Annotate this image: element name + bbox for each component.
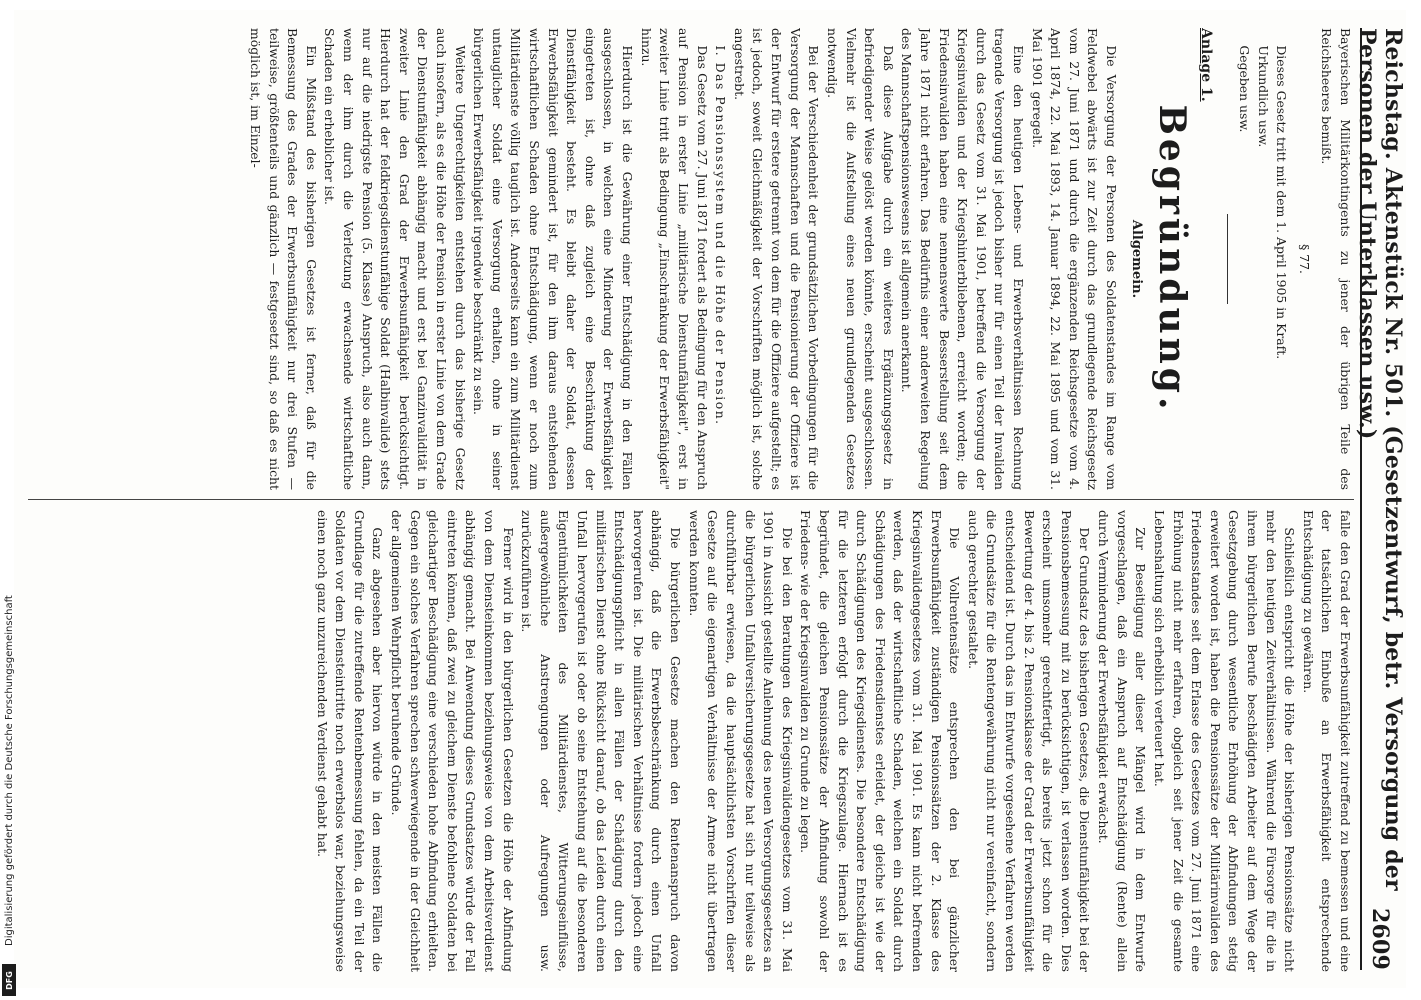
- section-subtitle: Allgemein.: [1128, 219, 1144, 299]
- paragraph: Hierdurch ist die Gewährung einer Entschädigung in den Fällen ausgeschlossen, in welchen eine Minderung der Erwerbsfähigkeit eingetreten ist, ohne daß zugleich eine Beschränkung der Dienstfähigkeit besteht. Es bleibt daher der Soldat, dessen Erwerbsfähigkeit gemindert ist, für den ihm daraus entstehenden wirtschaftlichen Schaden ohne Entschädigung, wenn er noch zum Militärdienste völlig tauglich ist. Anderseits kann ein zum Militärdienst untauglicher Soldat eine Versorgung erhalten, ohne in seiner bürgerlichen Erwerbsfähigkeit irgendwie beschränkt zu sein.: [471, 28, 636, 490]
- paragraph: Daß diese Aufgabe durch ein weiteres Ergänzungsgesetz in befriedigender Weise gelöst werden könnte, erscheint ausgeschlossen. Vielmehr ist die Aufstellung eines neuen grundlegenden Gesetzes notwendig.: [824, 28, 896, 490]
- paragraph: Die bürgerlichen Gesetze machen den Rentenanspruch davon abhängig, daß die Erwerbsbeschränkung durch einen Unfall hervorgerufen ist. Die militärischen Verhältnisse fordern jedoch eine Entschädigungspflicht in allen Fällen der Schädigung durch den militärischen Dienst ohne Rücksicht darauf, ob das Leiden durch einen Unfall hervorgerufen ist oder ob seine Entstehung auf die besonderen Eigentümlichkeiten des Militärdienstes, Witterungseinflüsse, außergewöhnliche Anstrengungen oder Aufregungen usw. zurückzuführen ist.: [519, 510, 684, 972]
- paragraph: Die bei den Beratungen des Kriegsinvalidengesetzes vom 31. Mai 1901 in Aussicht gestellte Anlehnung des neuen Versorgungsgesetzes an die bürgerlichen Unfallversicherungsgesetze hat sich nur teilweise als durchführbar erwiesen, da die hauptsächlichsten Vorschriften dieser Gesetze auf die eigenartigen Verhältnisse der Armee nicht übertragen werden konnten.: [686, 510, 795, 972]
- paragraph: Urkundlich usw.: [1255, 45, 1271, 148]
- paragraph: Bayerischen Militärkontingents zu jener der übrigen Teile des Reichsheeres bemißt.: [1319, 28, 1353, 490]
- paragraph: Gegeben usw.: [1236, 45, 1252, 133]
- paragraph: Die Vollrentensätze entsprechen den bei gänzlicher Erwerbsunfähigkeit zuständigen Pensionssätzen der 2. Klasse des Kriegsinvalidengesetzes vom 31. Mai 1901. Es kann nicht befremden werden, daß der wirtschaftliche Schaden, welchen ein Soldat durch Schädigungen des Friedensdienstes erleidet, der gleiche ist wie der durch Schädigungen des Kriegsdienstes. Die besondere Entschädigung für die letzteren erfolgt durch die Kriegszulage. Hiernach ist es begründet, die gleichen Pensionssätze der Abfindung sowohl der Friedens- wie der Kriegsinvaliden zu Grunde zu legen.: [798, 510, 963, 972]
- divider-rule: [1227, 214, 1228, 304]
- paragraph: Weitere Ungerechtigkeiten entstehen durch das bisherige Gesetz auch insofern, als es die Höhe der Pension in erster Linie von dem Grade der Dienstunfähigkeit abhängig macht und erst bei Ganzinvalidität in zweiter Linie den Grad der Erwerbsunfähigkeit berücksichtigt. Hierdurch hat der feldkriegsdienstunfähige Soldat (Halbinvalide) stets nur auf die niedrigste Pension (5. Klasse) Anspruch, also auch dann, wenn der ihm durch die Verletzung erwachsende wirtschaftliche Schaden ein erheblicher ist.: [322, 28, 468, 490]
- column-divider: [28, 499, 1354, 500]
- section-number: § 77.: [1296, 244, 1312, 274]
- funding-credit: Digitalisierung gefördert durch die Deutsche Forschungsgemeinschaft: [4, 595, 15, 946]
- digitization-footer: [0, 0, 18, 1000]
- section-heading: I. Das Pensionssystem und die Höhe der Pension.: [713, 45, 729, 426]
- header-title: Reichstag. Aktenstück Nr. 501. (Gesetzentwurf, betr. Versorgung der Personen der Unterklassen usw.): [1354, 28, 1406, 891]
- paragraph: Ganz abgesehen aber hiervon würde in den meisten Fällen die Grundlage für die zutreffende Rentenbemessung fehlen, da ein Teil der Soldaten vor dem Diensteintritte noch erwerbslos war, beziehungsweise einen noch ganz unzureichenden Verdienst gehabt hat.: [314, 510, 386, 972]
- paragraph: Dieses Gesetz tritt mit dem 1. April 1905 in Kraft.: [1274, 45, 1290, 360]
- paragraph: Eine den heutigen Lebens- und Erwerbsverhältnissen Rechnung tragende Versorgung ist jedoch bisher nur für einen Teil der Invaliden durch das Gesetz vom 31. Mai 1901, betreffend die Versorgung der Kriegsinvaliden und der Kriegshinterbliebenen, erreicht worden; die Friedensinvaliden haben eine nennenswerte Besserstellung seit dem Jahre 1871 nicht erfahren. Das Bedürfnis einer anderweiten Regelung des Mannschaftspensionswesens ist allgemein anerkannt.: [899, 28, 1026, 490]
- paragraph: Der Grundsatz des bisherigen Gesetzes, die Dienstunfähigkeit bei der Pensionsbemessung mit zu berücksichtigen, ist verlassen worden. Dies erscheint umsomehr gerechtfertigt, als bereits jetzt schon für die Bewertung der 4. bis 2. Pensionsklasse der Grad der Erwerbsunfähigkeit entscheidend ist. Durch das im Entwurfe vorgesehene Verfahren werden die Grundsätze für die Rentengewährung nicht nur vereinfacht, sondern auch gerechter gestaltet.: [965, 510, 1093, 972]
- page-number: 2609: [1367, 907, 1393, 970]
- paragraph: Das Gesetz vom 27. Juni 1871 fordert als Bedingung für den Anspruch auf Pension in erster Linie „militärische Dienstunfähigkeit", erst in zweiter Linie tritt als Bedingung „Einschränkung der Erwerbsfähigkeit" hinzu.: [638, 28, 710, 490]
- paragraph: Zur Beseitigung aller dieser Mängel wird in dem Entwurfe vorgeschlagen, daß ein Anspruch auf Entschädigung (Rente) allein durch Verminderung der Erwerbsfähigkeit erwächst.: [1096, 510, 1149, 972]
- attachment-label: Anlage 1.: [1198, 28, 1215, 102]
- dfg-logo: DFG: [2, 964, 16, 996]
- paragraph: Ein Mißstand des bisherigen Gesetzes ist ferner, daß für die Bemessung des Grades der Erwerbsunfähigkeit nur drei Stufen — teilweise, größtenteils und gänzlich — festgesetzt sind, so daß es nicht möglich ist, im Einzel-: [248, 28, 319, 490]
- right-column: [24, 510, 1354, 972]
- paragraph: falle den Grad der Erwerbsunfähigkeit zutreffend zu bemessen und eine der tatsächlichen Einbuße an Erwerbsfähigkeit entsprechende Entschädigung zu gewähren.: [1300, 510, 1353, 972]
- paragraph: Bei der Verschiedenheit der grundsätzlichen Vorbedingungen für die Versorgung der Mannschaften und die Pensionierung der Offiziere ist der Entwurf für erstere getrennt von dem für die Offiziere aufgestellt; es ist jedoch, soweit Gleichmäßigkeit der Vorschriften möglich ist, solche angestrebt.: [731, 28, 822, 490]
- document-title: Begründung.: [1150, 104, 1193, 414]
- running-header: [1354, 28, 1406, 970]
- paragraph: Schließlich entspricht die Höhe der bisherigen Pensionssätze nicht mehr den heutigen Zeitverhältnissen. Während die Fürsorge für die in ihrem bürgerlichen Berufe beschädigten Arbeiter auf dem Wege der Gesetzgebung durch wesentliche Erhöhung der Abfindungen stetig erweitert worden ist, haben die Pensionssätze der Militärinvaliden des Friedensstandes seit dem Erlasse des Gesetzes vom 27. Juni 1871 eine Erhöhung nicht mehr erfahren, obgleich seit jener Zeit die gesamte Lebenshaltung sich erheblich verteuert hat.: [1151, 510, 1298, 972]
- paragraph: Die Versorgung der Personen des Soldatenstandes im Range vom Feldwebel abwärts ist zur Zeit durch das grundlegende Reichsgesetz vom 27. Juni 1871 und durch die ergänzenden Reichsgesetze vom 4. April 1874, 22. Mai 1893, 14. Januar 1894, 22. Mai 1895 und vom 31. Mai 1901 geregelt.: [1029, 28, 1120, 490]
- paragraph: Ferner wird in den bürgerlichen Gesetzen die Höhe der Abfindung von dem Diensteinkommen beziehungsweise von dem Arbeitsverdienst abhängig gemacht. Bei Anwendung dieses Grundsatzes würde der Fall eintreten können, daß zwei zu gleichem Dienste befohlene Soldaten bei gleichartiger Beschädigung eine verschieden hohe Abfindung erhielten. Gegen ein solches Verfahren sprechen schwerwiegende in der Gleichheit der allgemeinen Wehrpflicht beruhende Gründe.: [389, 510, 516, 972]
- left-column: [24, 28, 1354, 490]
- document-page: [14, 10, 1406, 988]
